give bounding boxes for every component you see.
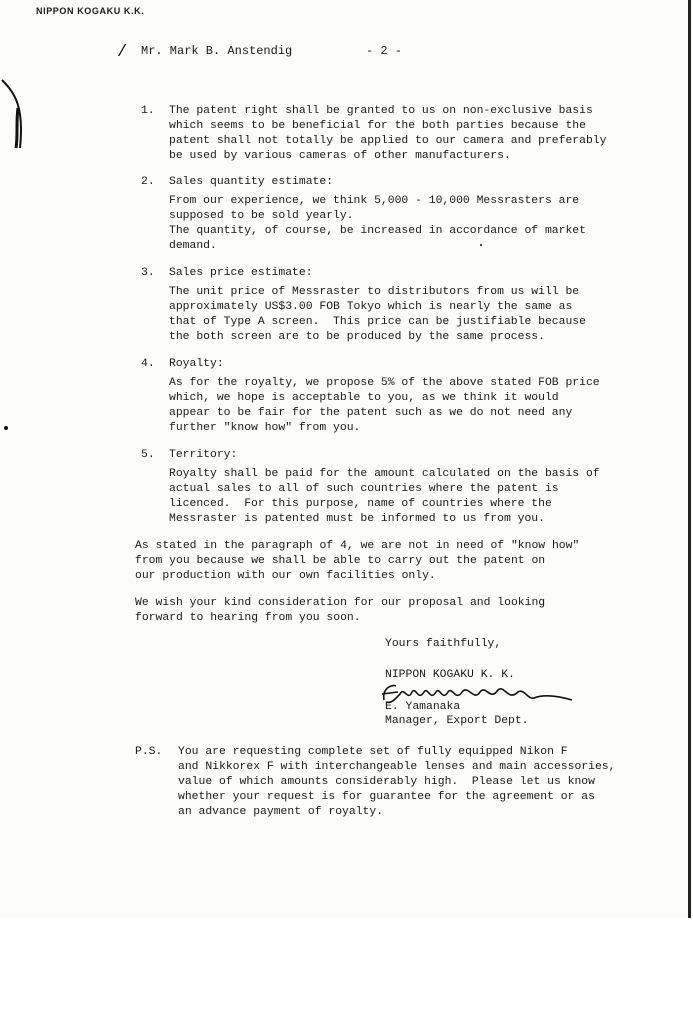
ps-line: value of which amounts considerably high. Please let us know (178, 776, 595, 788)
ps-line: whether your request is for guarantee for the agreement or as (178, 791, 595, 803)
item-heading: Royalty: (169, 358, 224, 370)
item-number-1: 1. (141, 105, 155, 117)
item-1-line: be used by various cameras of other manufacturers. (169, 150, 511, 162)
item-3-line: The unit price of Messraster to distributors from us will be (169, 286, 580, 298)
item-1-line: which seems to be beneficial for the both parties because the (169, 120, 586, 132)
ps-body (178, 745, 615, 820)
closing: Yours faithfully, (385, 638, 502, 650)
item-heading: Sales price estimate: (169, 267, 313, 279)
paragraph-line: As stated in the paragraph of 4, we are not in need of "know how" (135, 540, 580, 552)
item-number-3: 3. (141, 267, 155, 279)
item-3-line: the both screen are to be produced by the same process. (169, 331, 545, 343)
paragraph-line: forward to hearing from you soon. (135, 612, 361, 624)
signer-title: Manager, Export Dept. (385, 715, 529, 727)
ps-line: an advance payment of royalty. (178, 806, 384, 818)
item-5-line: Messraster is patented must be informed to us from you. (169, 513, 545, 525)
paper-clip-mark (0, 78, 30, 158)
item-4-line: which, we hope is acceptable to you, as we think it would (169, 392, 559, 404)
item-2-line: From our experience, we think 5,000 - 10,000 Messrasters are (169, 195, 580, 207)
item-heading: Territory: (169, 449, 238, 461)
item-2-line: demand. (169, 240, 217, 252)
item-4-heading (169, 357, 224, 372)
item-2-heading (169, 175, 333, 190)
page-number: - 2 - (366, 44, 403, 58)
item-2-body (169, 194, 586, 254)
item-4-line: appear to be fair for the patent such as we do not need any (169, 407, 573, 419)
item-2-line: The quantity, of course, be increased in accordance of market (169, 225, 586, 237)
item-heading: Sales quantity estimate: (169, 176, 334, 188)
item-3-line: that of Type A screen. This price can be justifiable because (169, 316, 586, 328)
item-1-line: The patent right shall be granted to us on non-exclusive basis (169, 105, 593, 117)
item-5-line: actual sales to all of such countries where the patent is (169, 483, 559, 495)
item-5-line: licenced. For this purpose, name of countries where the (169, 498, 552, 510)
item-1-line: patent shall not totally be applied to our camera and preferably (169, 135, 607, 147)
slash-mark: / (117, 43, 128, 62)
ps-line: You are requesting complete set of fully equipped Nikon F (178, 746, 568, 758)
item-5-line: Royalty shall be paid for the amount calculated on the basis of (169, 468, 600, 480)
item-3-line: approximately US$3.00 FOB Tokyo which is nearly the same as (169, 301, 573, 313)
paragraph-line: We wish your kind consideration for our proposal and looking (135, 597, 546, 609)
ps-line: and Nikkorex F with interchangeable lenses and main accessories, (178, 761, 616, 773)
addressee: Mr. Mark B. Anstendig (141, 44, 293, 58)
item-5-body (169, 467, 600, 527)
item-1-body (169, 104, 606, 164)
item-5-heading (169, 448, 237, 463)
item-3-heading (169, 266, 313, 281)
item-number-4: 4. (141, 358, 155, 370)
paragraph-line: from you because we shall be able to carry out the patent on (135, 555, 546, 567)
company-name: NIPPON KOGAKU K. K. (385, 669, 515, 681)
item-4-line: As for the royalty, we propose 5% of the above stated FOB price (169, 377, 600, 389)
item-4-line: further "know how" from you. (169, 422, 361, 434)
ps-label: P.S. (135, 746, 163, 758)
item-3-body (169, 285, 586, 345)
punch-dot (4, 426, 8, 430)
item-number-2: 2. (141, 176, 155, 188)
paragraph-line: our production with our own facilities only. (135, 570, 436, 582)
paragraph-know-how (135, 539, 579, 584)
paragraph-consideration (135, 596, 545, 626)
page-edge (688, 0, 691, 918)
item-4-body (169, 376, 600, 436)
item-2-line: supposed to be sold yearly. (169, 210, 354, 222)
letterhead: NIPPON KOGAKU K.K. (36, 6, 145, 16)
item-number-5: 5. (141, 449, 155, 461)
signer-name: E. Yamanaka (385, 701, 461, 713)
